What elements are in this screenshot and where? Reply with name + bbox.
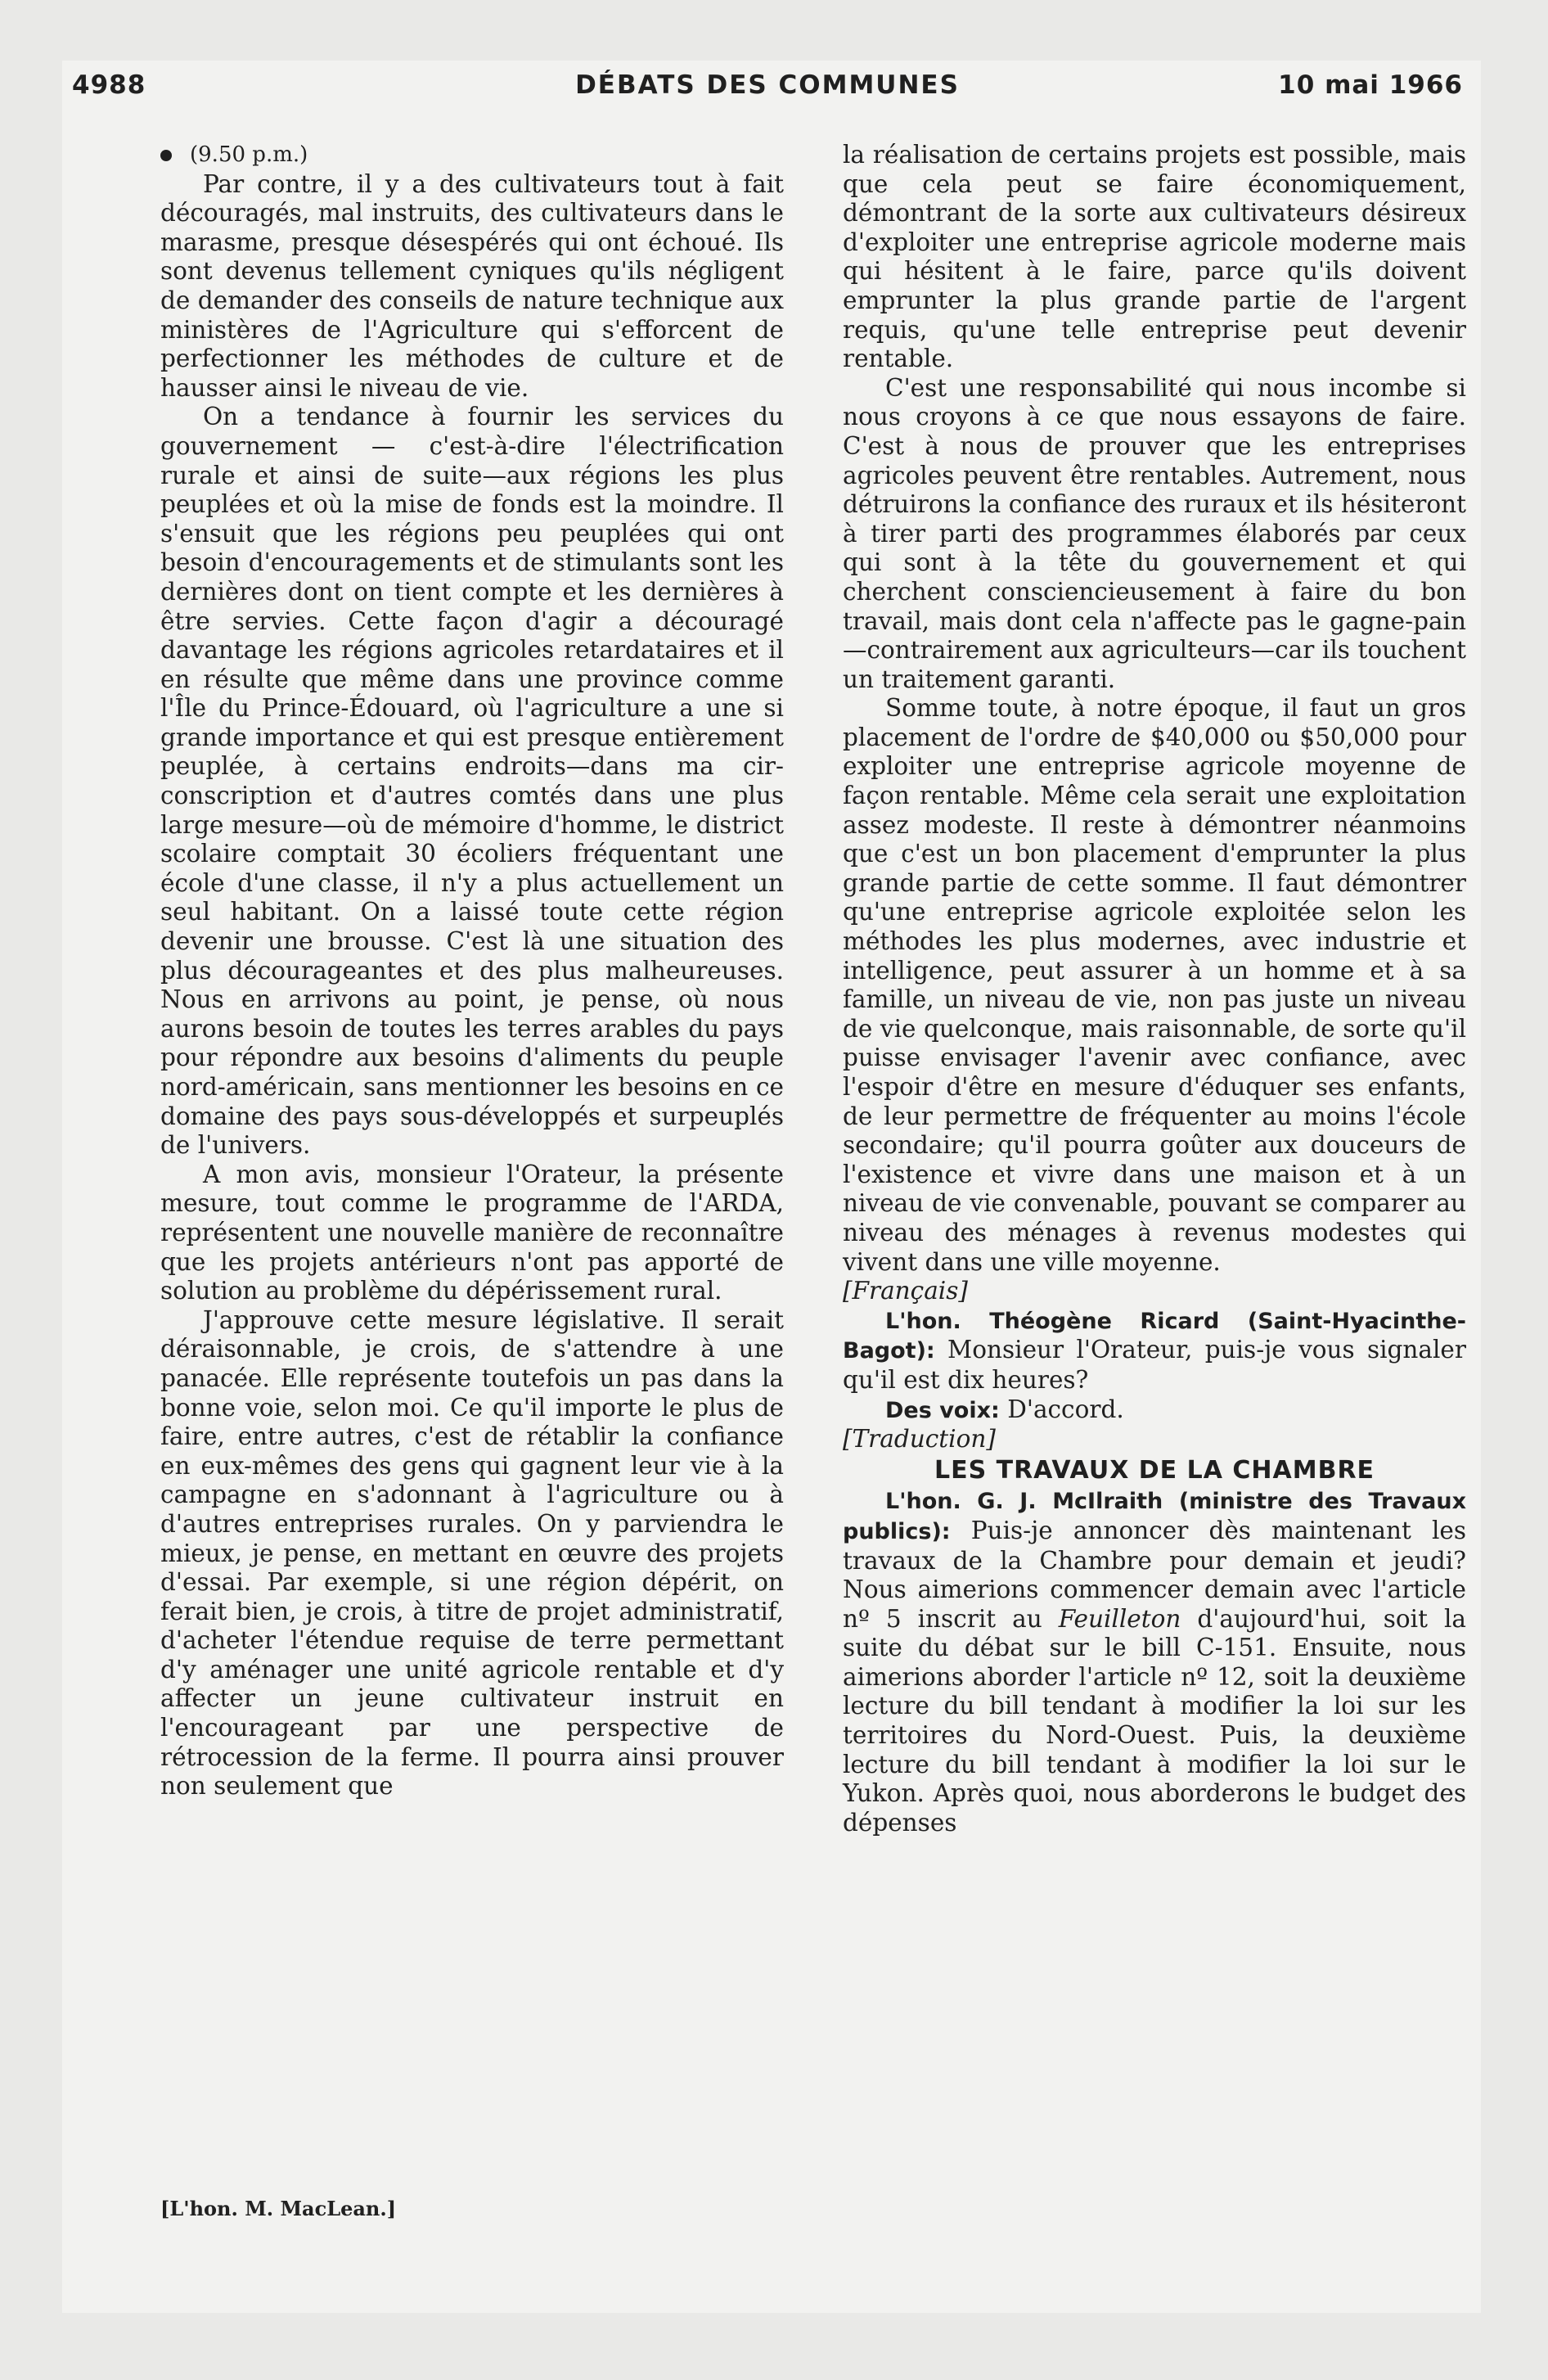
speech-text: Puis-je annoncer dès maintenant les travaux de la Chambre pour demain et jeudi? Nous aimerions commencer demain avec l'article nº 5 inscrit au xyxy=(843,1516,1466,1633)
speech xyxy=(843,1395,1466,1426)
speech-text: Monsieur l'Orateur, puis-je vous signaler qu'il est dix heures? xyxy=(843,1336,1466,1394)
speaker-name: L'hon. G. J. McIlraith (ministre des Travaux publics): xyxy=(843,1489,1466,1544)
speech-text: d'aujourd'hui, soit la suite du débat sur le bill C-151. Ensuite, nous aimerions aborder l'article nº 12, soit la deuxième lecture du bill tendant à modifier la loi sur les territoires du Nord-Ouest. Puis, la deuxième lecture du bill tendant à modifier la loi sur le Yukon. Après quoi, nous aborderons le budget des dépenses xyxy=(843,1604,1466,1837)
paragraph: Par contre, il y a des cultivateurs tout à fait découragés, mal instruits, des cultivateurs dans le marasme, presque désespérés qui ont échoué. Ils sont devenus tellement cyniques qu'ils négligent de demander des conseils de nature technique aux ministères de l'Agriculture qui s'efforcent de perfectionner les méthodes de culture et de hausser ainsi le niveau de vie. xyxy=(160,169,784,402)
paragraph: Somme toute, à notre époque, il faut un gros placement de l'ordre de $40,000 ou $50,000 pour exploiter une entreprise agricole moyenne de façon rentable. Même cela serait une exploitation assez modeste. Il reste à démontrer néanmoins que c'est un bon placement d'emprunter la plus grande partie de cette somme. Il faut démontrer qu'une entreprise agricole exploitée selon les méthodes les plus modernes, avec industrie et intelligence, peut assurer à un homme et à sa famille, un niveau de vie, non pas juste un niveau de vie quelconque, mais raisonnable, de sorte qu'il puisse envisager l'avenir avec confiance, avec l'espoir d'être en mesure d'éduquer ses enfants, de leur permettre de fréquenter au moins l'école secondaire; qu'il pourra goûter aux douceurs de l'existence et vivre dans une maison et à un niveau de vie convenable, pouvant se comparer au niveau des ménages à revenus modestes qui vivent dans une ville moyenne. xyxy=(843,694,1466,1276)
speaker-reference: [L'hon. M. MacLean.] xyxy=(160,2197,397,2220)
paragraph: C'est une responsabilité qui nous incombe si nous croyons à ce que nous essayons de faire. C'est à nous de prouver que les entreprises agricoles peuvent être rentables. Autrement, nous détruirons la confiance des ruraux et ils hésiteront à tirer parti des programmes élaborés par ceux qui sont à la tête du gouvernement et qui cherchent consciencieusement à faire du bon travail, mais dont cela n'affecte pas le gagne-pain—contrairement aux agriculteurs—car ils touchent un traitement garanti. xyxy=(843,373,1466,693)
paragraph: J'approuve cette mesure législative. Il serait déraisonnable, je crois, de s'attendre à une panacée. Elle représente toutefois un pas dans la bonne voie, selon moi. Ce qu'il importe le plus de faire, entre autres, c'est de rétablir la confiance en eux-mêmes des gens qui gagnent leur vie à la campagne en s'adonnant à l'agriculture ou à d'autres entreprises rurales. On y parviendra le mieux, je pense, en mettant en œuvre des projets d'essai. Par exemple, si une région dépérit, on ferait bien, je crois, à titre de projet administratif, d'acheter l'étendue requise de terre permettant d'y aménager une unité agricole rentable et d'y affecter un jeune cultivateur instruit en l'encourageant par une perspective de rétrocession de la ferme. Il pourra ainsi prouver non seulement que xyxy=(160,1305,784,1801)
paragraph: la réalisation de certains projets est possible, mais que cela peut se faire économiquement, démontrant de la sorte aux cultivateurs désireux d'exploiter une entreprise agricole moderne mais qui hésitent à le faire, parce qu'ils doivent emprunter la plus grande partie de l'argent requis, qu'une telle entreprise peut devenir rentable. xyxy=(843,141,1466,373)
paragraph: A mon avis, monsieur l'Orateur, la présente mesure, tout comme le programme de l'ARDA, représentent une nouvelle manière de reconnaître que les projets antérieurs n'ont pas apporté de solution au problème du dépérissement rural. xyxy=(160,1160,784,1305)
right-column xyxy=(843,141,1466,1837)
left-column xyxy=(160,141,784,1801)
header-date: 10 mai 1966 xyxy=(1278,70,1463,100)
section-heading: LES TRAVAUX DE LA CHAMBRE xyxy=(934,1455,1375,1485)
time-stamp-text: (9.50 p.m.) xyxy=(190,142,308,167)
page-header xyxy=(72,70,1463,111)
speech xyxy=(843,1306,1466,1395)
speech xyxy=(843,1486,1466,1837)
italic-title: Feuilleton xyxy=(1058,1604,1181,1633)
paragraph: On a tendance à fournir les services du gouvernement — c'est-à-dire l'électrification rurale et ainsi de suite—aux régions les plus peuplées et où la mise de fonds est la moindre. Il s'ensuit que les régions peu peuplées qui ont besoin d'encouragements et de stimulants sont les dernières dont on tient compte et les dernières à être servies. Cette façon d'agir a découragé davantage les régions agricoles retardataires et il en résulte que même dans une province comme l'Île du Prince-Édouard, où l'agriculture a une si grande importance et qui est presque entièrement peuplée, à certains endroits—dans ma circonscription et d'autres comtés dans une plus large mesure—où de mémoire d'homme, le district scolaire comptait 30 écoliers fréquentant une école d'une classe, il n'y a plus actuellement un seul habitant. On a laissé toute cette région devenir une brousse. C'est là une situation des plus décourageantes et des plus malheureuses. Nous en arrivons au point, je pense, où nous aurons besoin de toutes les terres arables du pays pour répondre aux besoins d'aliments du peuple nord-américain, sans mentionner les besoins en ce domaine des pays sous-développés et surpeuplés de l'univers. xyxy=(160,403,784,1160)
language-marker: [Traduction] xyxy=(843,1425,996,1454)
speaker-name: Des voix: xyxy=(885,1397,1000,1423)
language-marker: [Français] xyxy=(843,1277,968,1305)
time-stamp xyxy=(160,141,784,170)
running-title: DÉBATS DES COMMUNES xyxy=(575,70,960,100)
speech-text: D'accord. xyxy=(999,1395,1124,1423)
page-number: 4988 xyxy=(72,70,146,100)
speaker-name: L'hon. Théogène Ricard (Saint-Hyacinthe-Bagot): xyxy=(843,1308,1466,1364)
bullet-icon xyxy=(160,150,172,161)
